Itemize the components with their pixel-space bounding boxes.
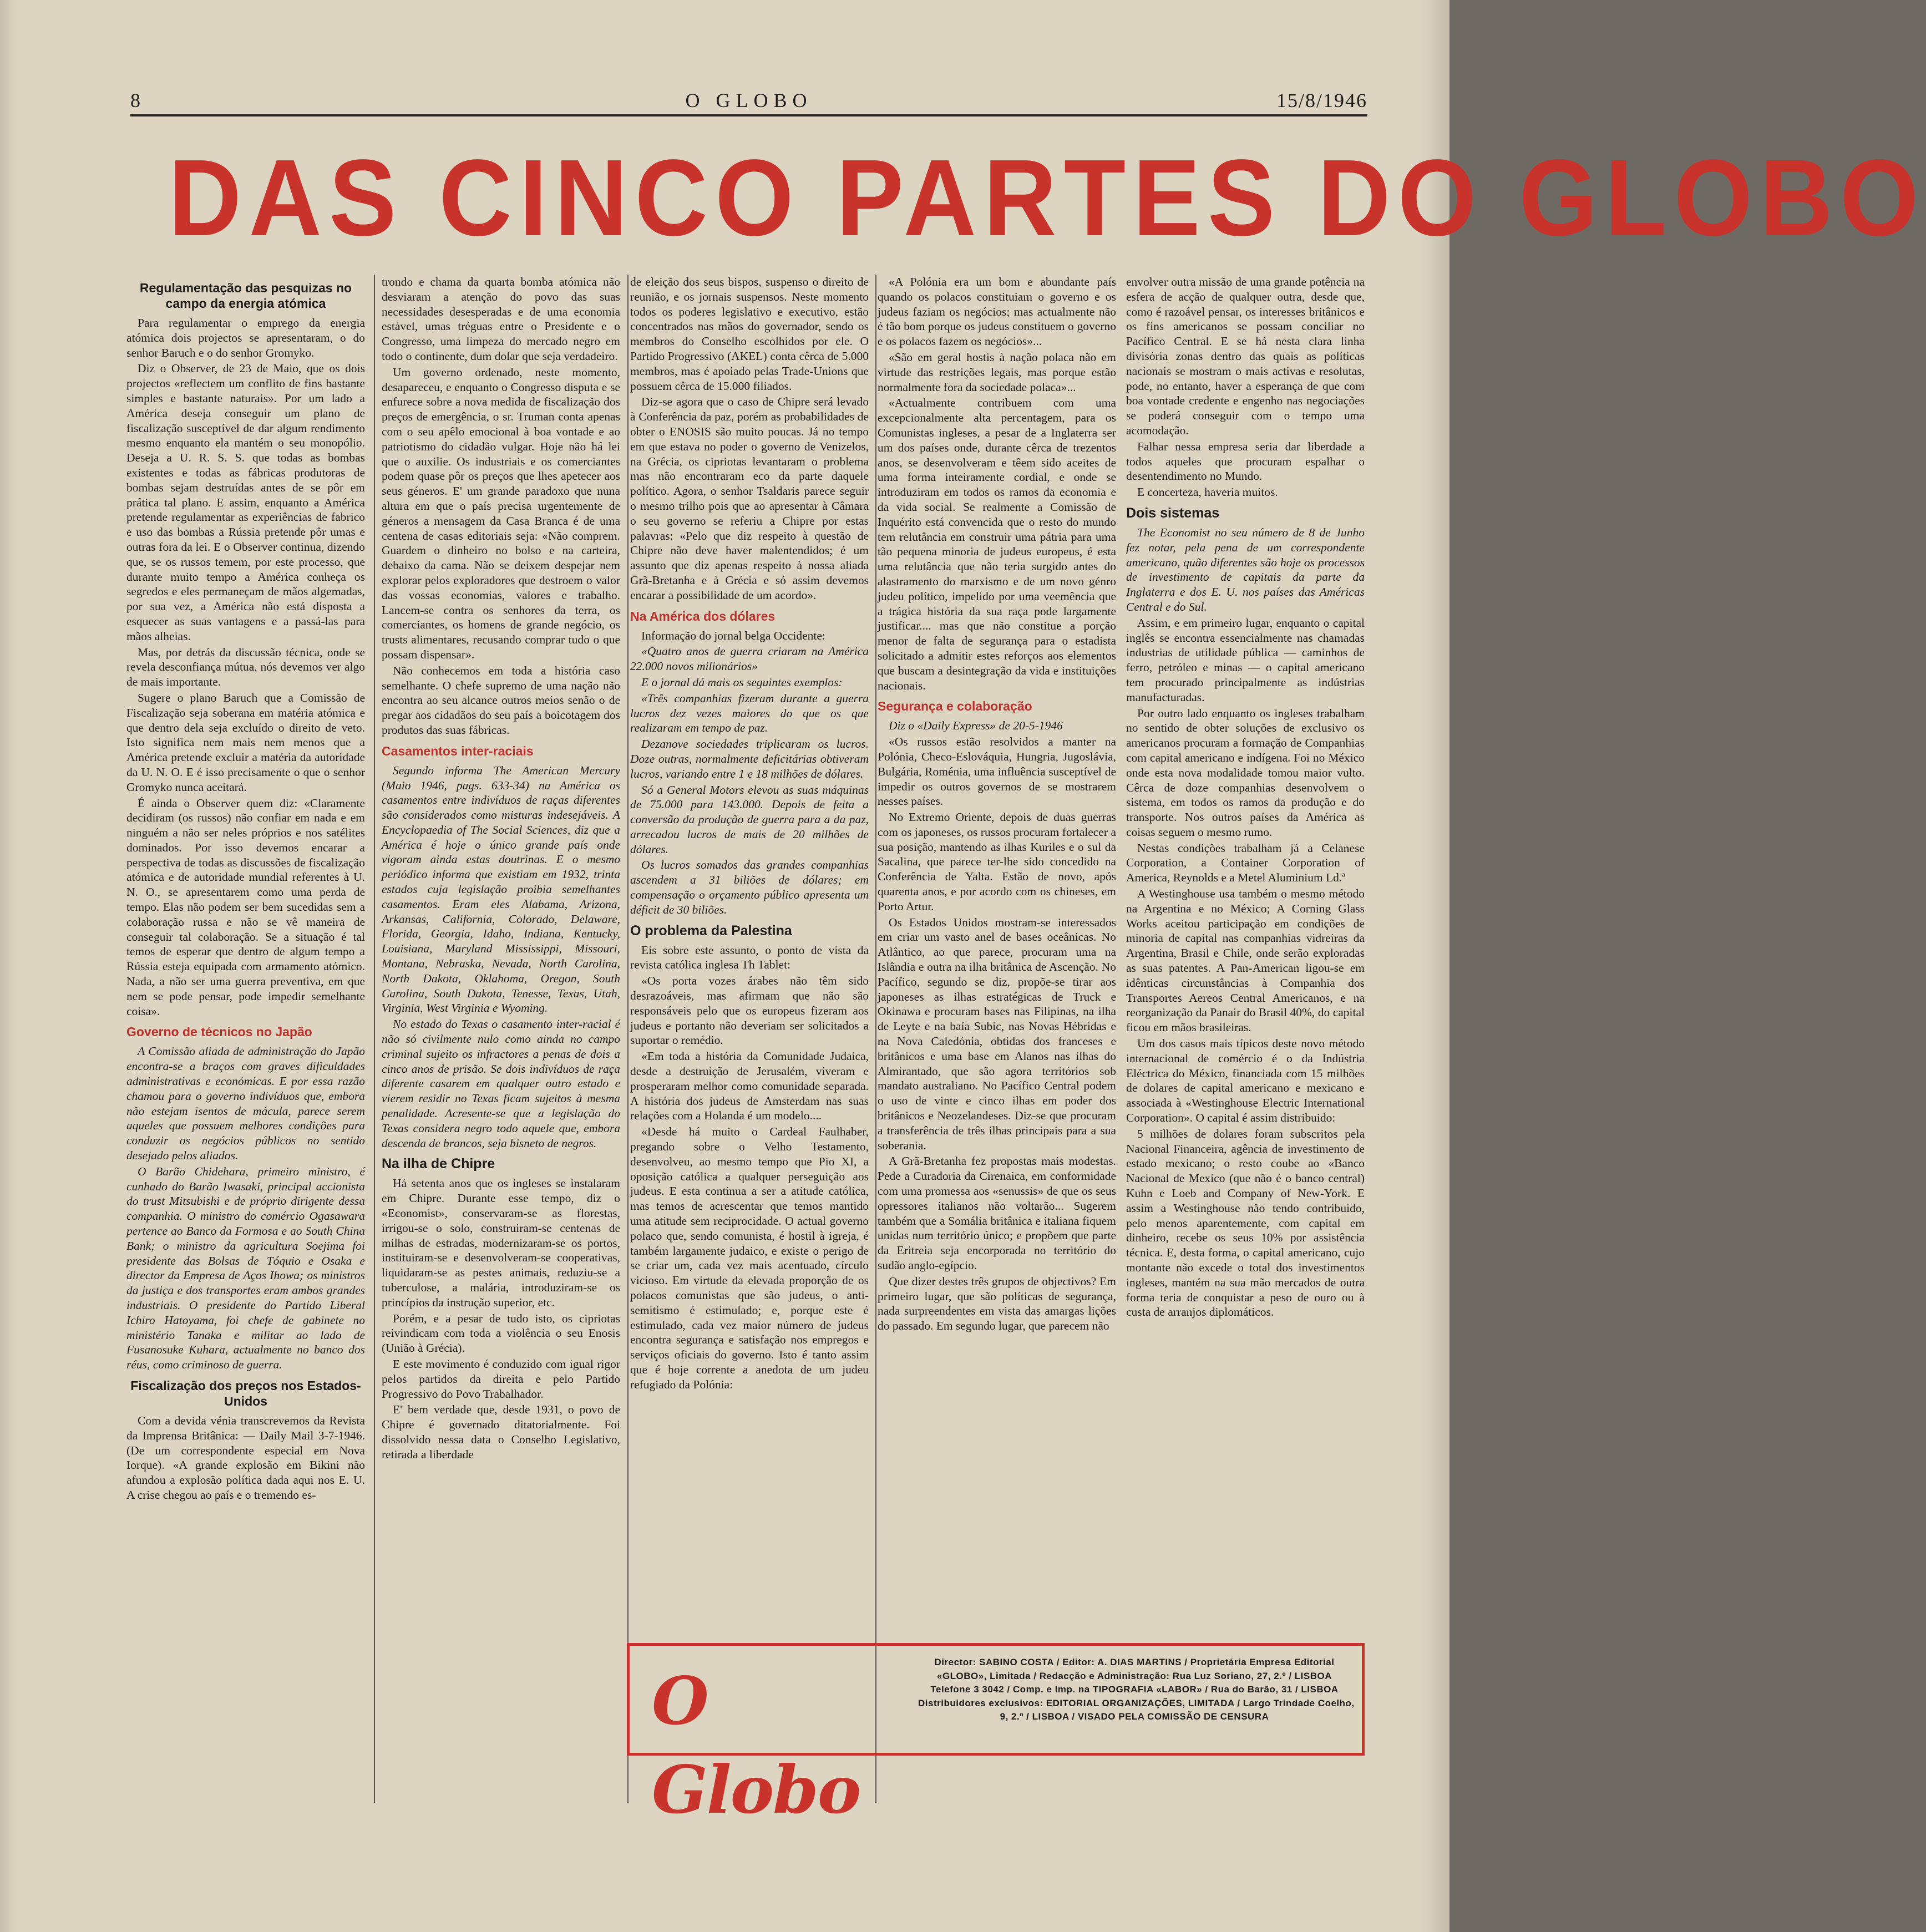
publisher-line: Director: SABINO COSTA / Editor: A. DIAS MARTINS / Proprietária Empresa Editorial	[934, 1657, 1335, 1667]
paragraph: The Economist no seu número de 8 de Junho fez notar, pela pena de um correspondente americano, quão diferentes são hoje os processos de investimento de capitais da parte da Inglaterra e dos E. U. nos países das Américas Central e do Sul.	[1126, 525, 1365, 613]
section-heading: Na ilha de Chipre	[382, 1156, 495, 1172]
paragraph: O Barão Chidehara, primeiro ministro, é cunhado do Barão Iwasaki, principal accionista do trust Mitsubishi e de próprio dirigente dessa companhia. O ministro do comércio Ogasawara pertence ao Banco da Formosa e ao South China Bank; o ministro da agricultura Soejima foi presidente das Bolsas de Tóquio e Osaka e director da Empresa de Aços Ihowa; os ministros da justiça e dos transportes eram ambos grandes industriais. O presidente do Partido Liberal Ichiro Hatoyama, foi chefe de gabinete no ministério Tanaka e militar ao lado de Fusanosuke Kuhara, actualmente no banco dos réus, como criminoso de guerra.	[126, 1164, 365, 1372]
paragraph: Há setenta anos que os ingleses se instalaram em Chipre. Durante esse tempo, diz o «Economist», conservaram-se as florestas, irrigou-se o solo, construiram-se centenas de milhas de estradas, modernizaram-se os portos, instituiram-se e desenvolveram-se cooperativas, liquidaram-se as pestes animais, reduziu-se a tuberculose, a malária, introduziram-se os princípios da instrução superior, etc.	[382, 1177, 620, 1309]
section-heading: Dois sistemas	[1126, 505, 1220, 521]
paragraph: Sugere o plano Baruch que a Comissão de Fiscalização seja soberana em matéria atómica e que dentro dela seja excluído o direito de veto. Isto significa nem mais nem menos que a América pretende excluir a matéria da autoridade da U. N. O. E é isso precisamente o que o senhor Gromyko nunca aceitará.	[126, 691, 365, 794]
paragraph: «A Polónia era um bom e abundante país quando os polacos constituiam o governo e os judeus faziam os negócios; mas actualmente não é tão bom porque os judeus constituem o governo e os polacos fazem os negócios»...	[878, 275, 1116, 348]
column-1	[126, 275, 365, 1800]
paragraph: Assim, e em primeiro lugar, enquanto o capital inglês se encontra essencialmente nas chamadas industrias de utilidade pública — caminhos de ferro, petróleo e minas — o capital americano tem procurado principalmente as indústrias manufacturadas.	[1126, 616, 1365, 704]
paragraph: Diz o «Daily Express» de 20-5-1946	[889, 719, 1063, 733]
section-heading: Na América dos dólares	[630, 608, 776, 623]
paragraph: É ainda o Observer quem diz: «Claramente decidiram (os russos) não confiar em nada e em ninguém a não ser neles próprios e nos satélites dominados. Por isso devemos encarar a perspectiva de todas as discussões de fiscalização atómica e de autoridade mundial referentes à U. N. O., se apresentarem como uma perda de tempo. Elas não podem ser bem sucedidas sem a colaboração russa e não se vê maneira de conseguir tal colaboração. Se a situação é tal temos de esperar que dentro de algum tempo a Rússia esteja equipada com armamento atómico. Nada, a não ser uma guerra preventiva, em que nem se pode pensar, pode impedir semelhante coisa».	[126, 796, 365, 1018]
paragraph: Um dos casos mais típicos deste novo método internacional de comércio é o da Indústria Eléctrica do México, financiada com 15 milhões de dolares de capital americano e mexicano e associada à «Westinghouse Electric International Corporation». O capital é assim distribuido:	[1126, 1037, 1365, 1125]
publisher-line: Telefone 3 3042 / Comp. e Imp. na TIPOGRAFIA «LABOR» / Rua do Barão, 31 / LISBOA	[930, 1684, 1339, 1695]
page-number: 8	[130, 89, 141, 111]
paragraph: Informação do jornal belga Occidente:	[641, 628, 825, 642]
paragraph: Segundo informa The American Mercury (Maio 1946, pags. 633-34) na América os casamentos entre indivíduos de raças diferentes são considerados como misturas indesejáveis. A Encyclopaedia of The Social Sciences, diz que a América é hoje o único grande país onde vigoram ainda estas doutrinas. E o mesmo periódico informa que existiam em 1932, trinta estados cuja legislação proibia semelhantes casamentos. Eram eles Alabama, Arizona, Arkansas, California, Colorado, Delaware, Florida, Georgia, Idaho, Indiana, Kentucky, Louisiana, Maryland Mississippi, Missouri, Montana, Nebraska, Nevada, North Carolina, North Dakota, Oklahoma, Oregon, South Carolina, South Dakota, Tenesse, Texas, Utah, Virginia, West Virginia e Wyoming.	[382, 763, 620, 1015]
column-3	[630, 275, 869, 1800]
publisher-line: Distribuidores exclusivos: EDITORIAL ORGANIZAÇÕES, LIMITADA / Largo Trindade Coelho,	[918, 1697, 1355, 1708]
paragraph: «Os porta vozes árabes não têm sido desrazoáveis, mas afirmam que não são responsáveis pelo que os europeus fizeram aos judeus e portanto não deveriam ser solicitados a suportar o remédio.	[630, 974, 869, 1047]
section-heading: Governo de técnicos no Japão	[126, 1025, 312, 1039]
paragraph: E o jornal dá mais os seguintes exemplos:	[641, 675, 843, 689]
column-rule	[875, 275, 876, 1803]
section-heading: Segurança e colaboração	[878, 699, 1032, 714]
column-5	[1126, 275, 1365, 1800]
paragraph: Os lucros somados das grandes companhias ascendem a 31 biliões de dólares; em compensação o orçamento público apresenta um déficit de 30 biliões.	[630, 858, 869, 916]
paragraph: A Westinghouse usa também o mesmo método na Argentina e no México; A Corning Glass Works aceitou participação em condições de minoria de capital nas companhias vidreiras da Argentina, Brasil e Chile, onde serão exploradas as suas patentes. A Pan-American ligou-se em idênticas circunstâncias à Companhia dos Transportes Aereos Central Americanos, e na reorganização da Panair do Brasil 40%, do capital ficou em mãos brasileiras.	[1126, 887, 1365, 1035]
paragraph: «Três companhias fizeram durante a guerra lucros dez vezes maiores do que os que realizaram em tempo de paz.	[630, 691, 869, 735]
paragraph: Dezanove sociedades triplicaram os lucros. Doze outras, normalmente deficitárias obtiveram lucros, variando entre 1 e 18 milhões de dólares.	[630, 737, 869, 780]
article-columns	[126, 275, 1372, 1828]
paragraph: Falhar nessa empresa seria dar liberdade a todos aqueles que procuram espalhar o desentendimento no Mundo.	[1126, 439, 1365, 483]
paragraph: Diz-se agora que o caso de Chipre será levado à Conferência da paz, porém as probabilidades de obter o ENOSIS são muito poucas. Já no tempo em que estava no poder o governo de Venizelos, na Grécia, os cipriotas levantaram o problema mas não encontraram eco da parte daquele político. Agora, o senhor Tsaldaris parece seguir o mesmo trilho pois que ao apresentar à Câmara o seu governo se referiu a Chipre por estas palavras: «Pelo que diz respeito à questão de Chipre não deve haver malentendidos; é um assunto que diz apenas respeito à nossa aliada Grã-Bretanha e à Grécia e só assim devemos encarar a possibilidade de um acordo».	[630, 395, 869, 602]
paragraph: Porém, e a pesar de tudo isto, os cipriotas reivindicam com toda a violência o seu Enosis (União à Grécia).	[382, 1311, 620, 1355]
paragraph: Diz o Observer, de 23 de Maio, que os dois projectos «reflectem um conflito de fins bastante simples e bastante naturais». Por um lado a América deseja conseguir um plano de fiscalização susceptível de dar algum rendimento mesmo enquanto ela mantém o seu monopólio. Deseja a U. R. S. S. que todas as bombas existentes e todas as fábricas produtoras de bombas sejam destruídas antes de se pôr em prática tal plano. E assim, enquanto a América pretende regulamentar as experiências de fabrico e uso das bombas a Rússia pretende pôr umas e outras fora da lei. E o Observer continua, dizendo que, se os russos temem, por este processo, que durante muito tempo a América conheça os segredos e eles permaneçam de mãos algemadas, por sua vez, a América não está disposta a esquecer as suas vantagens e a passá-las para mãos alheias.	[126, 362, 365, 643]
publisher-line: «GLOBO», Limitada / Redacção e Administração: Rua Luz Soriano, 27, 2.º / LISBOA	[936, 1670, 1332, 1681]
paragraph: A Comissão aliada de administração do Japão encontra-se a braços com graves dificuldades administrativas e económicas. E por essa razão chamou para o governo indivíduos que, embora não estejam isentos de mácula, parece serem aqueles que possuem melhores condições para conduzir os negócios públicos no sentido desejado pelos aliados.	[126, 1044, 365, 1163]
issue-date: 15/8/1946	[1276, 89, 1367, 111]
paragraph: trondo e chama da quarta bomba atómica não desviaram a atenção do povo das suas necessidades desesperadas e de uma economia estável, umas tréguas entre o Presidente e o Congresso, uma limpeza do mercado negro em todo o continente, dum dolar que seja verdadeiro.	[382, 275, 620, 363]
paragraph: envolver outra missão de uma grande potência na esfera de acção de qualquer outra, desde que, como é razoável pensar, os interesses britânicos e os fins americanos se possam conciliar no Pacífico Central. E se há nesta clara linha divisória zonas dentro das quais as políticas nacionais se mostram o mais activas e resolutas, pode, no entanto, haver a esperança de que com boa vontade credente e engenho nas negociações se poderá conseguir com o tempo uma acomodação.	[1126, 275, 1365, 437]
paragraph: Não conhecemos em toda a história caso semelhante. O chefe supremo de uma nação não encontra ao seu alcance outros meios senão o de pregar aos cidadãos do seu país a boicotagem dos produtos das suas fábricas.	[382, 663, 620, 737]
globo-logo: O Globo	[652, 1662, 860, 1828]
paragraph: A Grã-Bretanha fez propostas mais modestas. Pede a Curadoria da Cirenaica, em conformidade com uma promessa aos «senussis» de que os seus opressores italianos não voltarão... Sugerem também que a Somália britânica e italiana fiquem unidas num território único; e propõem que parte da Eritreia seja encorporada no território do sudão anglo-egípcio.	[878, 1154, 1116, 1272]
paragraph: Por outro lado enquanto os ingleses trabalham no sentido de obter soluções de exclusivo os americanos procuram a formação de Companhias com capital americano e indígena. Foi no México onde esta nova modalidade tomou maior vulto. Cêrca de doze companhias desenvolvem o sistema, em todos os ramos da produção e do transporte. Nos outros países da América as coisas seguem o mesmo rumo.	[1126, 706, 1365, 839]
paragraph: «Desde há muito o Cardeal Faulhaber, pregando sobre o Velho Testamento, desenvolveu, ao mesmo tempo que Pio XI, a oposição católica a qualquer perseguição aos judeus. E esta continua a ser a atitude católica, mas temos de acrescentar que temos mantido uma atitude sem reciprocidade. O actual governo polaco que, sendo comunista, é hostil à igreja, é também largamente judaico, e existe o perigo de se criar um, cada vez mais acentuado, círculo vicioso. Em virtude da elevada proporção de os polacos comunistas que são judeus, o anti-semitismo é estimulado; e, porque este é estimulado, cada vez maior número de judeus encontra segurança e satisfação nos empregos e serviços oficiais do governo. Isto é tanto assim que é hoje corrente a anedota de um judeu refugiado da Polónia:	[630, 1125, 869, 1391]
page-headline: DAS CINCO PARTES DO GLOBO	[168, 137, 1926, 258]
section-heading: Fiscalização dos preços nos Estados-Unidos	[130, 1378, 361, 1408]
paragraph: «Em toda a história da Comunidade Judaica, desde a destruição de Jerusalém, viveram e prosperaram melhor como comunidade separada. A história dos judeus de Amsterdam nas suas relações com a Holanda é um modelo....	[630, 1049, 869, 1123]
column-4	[878, 275, 1116, 1800]
paragraph: Nestas condições trabalham já a Celanese Corporation, a Container Corporation of America, Reynolds e a Metel Aluminium Ld.ª	[1126, 841, 1365, 885]
paragraph: de eleição dos seus bispos, suspenso o direito de reunião, e os jornais suspensos. Neste momento todos os poderes legislativo e executivo, estão concentrados nas mãos do governador, sendo os membros do Conselho escolhidos por ele. O Partido Progressivo (AKEL) conta cêrca de 5.000 membros, mas é apoiado pelas Trade-Unions que possuem cêrca de 15.000 filiados.	[630, 275, 869, 393]
paragraph: Só a General Motors elevou as suas máquinas de 75.000 para 143.000. Depois de feita a conversão da produção de guerra para a da paz, arrecadou lucros de mais de 20 milhões de dólares.	[630, 783, 869, 856]
paragraph: «São em geral hostis à nação polaca não em virtude das restrições legais, mas porque estão normalmente fora da sociedade polaca»...	[878, 350, 1116, 394]
paragraph: E este movimento é conduzido com igual rigor pelos partidos da direita e pelo Partido Progressivo do Povo Trabalhador.	[382, 1357, 620, 1401]
section-heading: Regulamentação das pesquizas no campo da energia atómica	[139, 281, 352, 311]
paragraph: Os Estados Unidos mostram-se interessados em criar um vasto anel de bases oceânicas. No Atlântico, ao que parece, procuram uma na Islândia e outra na ilha britânica de Ascenção. No Pacífico, segundo se diz, propõe-se tirar aos japoneses as ilhas estratégicas de Truck e Okinawa e procuram bases nas Filipinas, na ilha de Leyte e na baía Subic, nas Novas Hébridas e na Nova Caledónia, obtidas dos franceses e britânicos e uma base em Alanos nas ilhas do Almirantado, que são agora territórios sob mandato australiano. No Pacífico Central podem o uso de vinte e cinco ilhas em poder dos britânicos e Neozelandeses. Diz-se que procuram a transferência de três ilhas principais para a sua soberania.	[878, 915, 1116, 1152]
paper-name: O GLOBO	[685, 89, 813, 111]
paragraph: «Os russos estão resolvidos a manter na Polónia, Checo-Eslováquia, Hungria, Jugoslávia, Bulgária, Roménia, uma influência susceptível de impedir os outros governos de se mostrarem nesses países.	[878, 735, 1116, 808]
paragraph: Eis sobre este assunto, o ponto de vista da revista católica inglesa Th Tablet:	[630, 943, 869, 972]
section-heading: O problema da Palestina	[630, 922, 792, 939]
paragraph: Para regulamentar o emprego da energia atómica dois projectos se apresentaram, o do senhor Baruch e o do senhor Gromyko.	[126, 316, 365, 359]
masthead	[130, 89, 1367, 115]
publisher-line: 9, 2.º / LISBOA / VISADO PELA COMISSÃO DE CENSURA	[1000, 1711, 1269, 1722]
paragraph: «Actualmente contribuem com uma excepcionalmente alta percentagem, para os Comunistas ingleses, a pesar de a Inglaterra ser um dos países onde, durante cêrca de trezentos anos, se desenvolveram e têem sido aceites de uma forma inteiramente cordial, e onde se introduziram em todos os ramos da economia e da vida social. Se realmente a Comissão de Inquérito está convencida que o resto do mundo tem relutância em construir uma pátria para uma tão pequena minoria de judeus europeus, é esta uma relutância que não teria surgido antes do alastramento do marxismo e de um novo génro judeu político, impelido por uma veemência que a trágica história da sua raça pode largamente justificar.... mas que não constitue a porção menor de falta de segurança para o estadista solicitado a admitir estes reforços aos elementos que buscam a desintegração da vida e instituições nacionais.	[878, 396, 1116, 692]
publisher-box	[627, 1643, 1365, 1828]
paragraph: E concerteza, haveria muitos.	[1137, 485, 1278, 499]
paragraph: Mas, por detrás da discussão técnica, onde se revela desconfiança mútua, nós devemos ver algo de mais importante.	[126, 645, 365, 689]
paragraph: 5 milhões de dolares foram subscritos pela Nacional Financeira, agência de investimento de estado mexicano; o resto coube ao «Banco Nacional de Mexico (que não é o banco central) Kuhn e Loeb and Company of New-York. E assim a Westinghouse não tendo contribuido, pelo menos aparentemente, com capital em dinheiro, recebe os seus 10% por assistência técnica. E, desta forma, o capital americano, cujo montante não excede o total dos investimentos ingleses, mantém na sua mão mercados de outra forma teria de conquistar a peso de ouro ou à custa de arranjos diplomáticos.	[1126, 1127, 1365, 1319]
paragraph: Que dizer destes três grupos de objectivos? Em primeiro lugar, que são políticas de segurança, nada surpreendentes em vista das amargas lições do passado. Em segundo lugar, que parecem não	[878, 1274, 1116, 1333]
section-heading: Casamentos inter-raciais	[382, 743, 534, 758]
paragraph: Com a devida vénia transcrevemos da Revista da Imprensa Britânica: — Daily Mail 3-7-1946. (De um correspondente especial em Nova Iorque). «A grande explosão em Bikini não afundou a explosão política dada aqui nos E. U. A crise chegou ao país e o tremendo es-	[126, 1413, 365, 1502]
paragraph: «Quatro anos de guerra criaram na América 22.000 novos milionários»	[630, 645, 869, 673]
paragraph: No estado do Texas o casamento inter-racial é não só civilmente nulo como ainda no campo criminal sujeito os infractores a penas de dois a cinco anos de prisão. Se dois indivíduos de raça diferente casarem em qualquer outro estado e vierem residir no Texas ficam sujeitos à mesma penalidade. Acresente-se que a legislação do Texas considera negro todo aquele que, embora descenda de brancos, seja bisneto de negros.	[382, 1017, 620, 1150]
publisher-info	[918, 1656, 1355, 1750]
paragraph: Um governo ordenado, neste momento, desapareceu, e enquanto o Congresso disputa e se enfurece sobre a nova medida de fiscalização dos preços de emergência, o sr. Truman conta apenas com o seu apêlo emocional à boa vontade e ao patriotismo do cidadão vulgar. Hoje não há lei que o auxilie. Os industriais e os comerciantes podem quase pôr os preços que lhes apetecer aos seus géneros. E' um grande paradoxo que nuna altura em que o país precisa urgentemente de géneros a mensagem da Casa Branca é de uma centena de casas editoriais seja: «Não comprem. Guardem o dinheiro no bolso e na carteira, debaixo da cama. Não se deixem despejar nem explorar pelos exploradores que destroem o valor das vossas economias, valores e trabalho. Lancem-se contra os senhores da terra, os comerciantes, os homens de grande negócio, os trusts alimentares, recusando comprar tudo o que possam dispensar».	[382, 365, 620, 661]
column-2	[382, 275, 620, 1800]
paragraph: No Extremo Oriente, depois de duas guerras com os japoneses, os russos procuram fortalecer a sua posição, mantendo as ilhas Kuriles e o sul da Sacalina, que parece ter-lhe sido concedido na Conferência de Yalta. Estão de novo, após quarenta anos, e por acordo com os chineses, em Porto Artur.	[878, 810, 1116, 913]
paragraph: E' bem verdade que, desde 1931, o povo de Chipre é governado ditatorialmente. Foi dissolvido nessa data o Conselho Legislativo, retirada a liberdade	[382, 1403, 620, 1461]
masthead-rule	[130, 114, 1367, 116]
column-rule	[374, 275, 375, 1803]
column-rule	[627, 275, 629, 1803]
